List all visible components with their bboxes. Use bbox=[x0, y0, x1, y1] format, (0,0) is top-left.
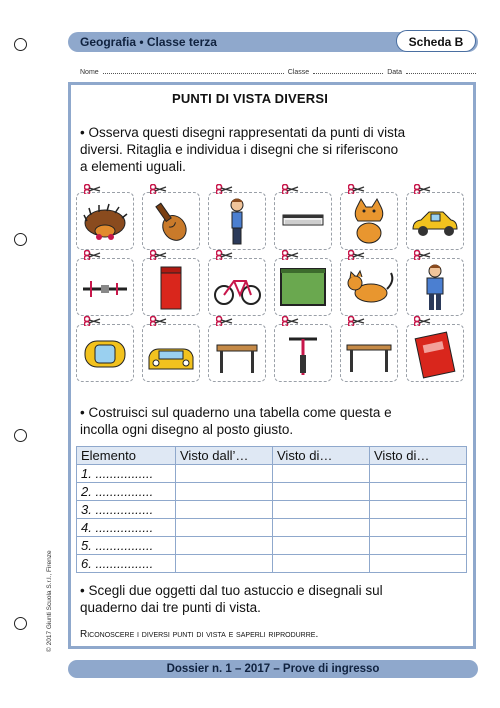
scissors-icon bbox=[150, 250, 167, 260]
table-cell[interactable] bbox=[370, 483, 467, 501]
instruction-line: • Osserva questi disegni rappresentati da punti di vista bbox=[80, 125, 406, 140]
table-cell[interactable] bbox=[176, 501, 273, 519]
copyright-notice: © 2017 Giunti Scuola S.r.l., Firenze bbox=[46, 550, 53, 652]
violin-icon bbox=[143, 193, 199, 249]
instruction-line: • Costruisci sul quaderno una tabella come questa e bbox=[80, 405, 392, 420]
board-front-icon bbox=[275, 259, 331, 315]
instruction-first bbox=[80, 124, 405, 175]
book-top-icon bbox=[407, 325, 463, 381]
car-top-icon bbox=[77, 325, 133, 381]
punch-hole-middle-2 bbox=[14, 429, 27, 442]
name-label: Nome bbox=[80, 69, 99, 76]
instruction-line: • Scegli due oggetti dal tuo astuccio e disegnali sul bbox=[80, 583, 383, 598]
table-cell[interactable] bbox=[273, 483, 370, 501]
table-cell[interactable] bbox=[273, 519, 370, 537]
card-table-side[interactable] bbox=[340, 324, 398, 382]
scissors-icon bbox=[216, 250, 233, 260]
instruction-line: quaderno dai tre punti di vista. bbox=[80, 600, 261, 615]
student-fields bbox=[80, 67, 476, 76]
cutout-grid bbox=[76, 186, 470, 392]
row-label[interactable]: 6. ................ bbox=[77, 555, 176, 573]
table-row bbox=[77, 555, 467, 573]
card-book-top[interactable] bbox=[406, 324, 464, 382]
dossier-footer: Dossier n. 1 – 2017 – Prove di ingresso bbox=[68, 660, 478, 678]
table-row bbox=[77, 501, 467, 519]
table-cell[interactable] bbox=[370, 555, 467, 573]
row-label[interactable]: 2. ................ bbox=[77, 483, 176, 501]
punch-hole-middle-1 bbox=[14, 233, 27, 246]
scissors-icon bbox=[216, 184, 233, 194]
table-cell[interactable] bbox=[176, 519, 273, 537]
table-cell[interactable] bbox=[176, 555, 273, 573]
table-header-row bbox=[77, 447, 467, 465]
card-car-top[interactable] bbox=[76, 324, 134, 382]
car-front-icon bbox=[143, 325, 199, 381]
name-line[interactable] bbox=[103, 67, 284, 74]
instruction-line: a elementi uguali. bbox=[80, 159, 186, 174]
table-cell[interactable] bbox=[176, 483, 273, 501]
card-box-side[interactable] bbox=[142, 258, 200, 316]
date-line[interactable] bbox=[406, 67, 476, 74]
row-label[interactable]: 4. ................ bbox=[77, 519, 176, 537]
scissors-icon bbox=[84, 250, 101, 260]
scissors-icon bbox=[282, 316, 299, 326]
card-hedgehog-top[interactable] bbox=[76, 192, 134, 250]
row-label[interactable]: 5. ................ bbox=[77, 537, 176, 555]
card-bicycle-top[interactable] bbox=[76, 258, 134, 316]
book-side-icon bbox=[275, 193, 331, 249]
instruction-third bbox=[80, 582, 383, 616]
box-side-icon bbox=[143, 259, 199, 315]
class-label: Classe bbox=[287, 69, 310, 76]
card-bicycle-front[interactable] bbox=[274, 324, 332, 382]
punch-hole-top bbox=[14, 38, 27, 51]
scissors-icon bbox=[282, 250, 299, 260]
worksheet-title: PUNTI DI VISTA DIVERSI bbox=[171, 91, 329, 106]
instruction-line: incolla ogni disegno al posto giusto. bbox=[80, 422, 294, 437]
card-bicycle-side[interactable] bbox=[208, 258, 266, 316]
card-cat-front[interactable] bbox=[340, 192, 398, 250]
subject-label: Geografia • Classe terza bbox=[80, 35, 217, 49]
date-label: Data bbox=[387, 69, 402, 76]
scissors-icon bbox=[348, 184, 365, 194]
card-car-side[interactable] bbox=[406, 192, 464, 250]
card-board-front[interactable] bbox=[274, 258, 332, 316]
instruction-second bbox=[80, 404, 392, 438]
bicycle-front-icon bbox=[275, 325, 331, 381]
table-side-icon bbox=[341, 325, 397, 381]
bicycle-top-icon bbox=[77, 259, 133, 315]
scissors-icon bbox=[414, 316, 431, 326]
table-cell[interactable] bbox=[273, 537, 370, 555]
card-boy-side[interactable] bbox=[208, 192, 266, 250]
scissors-icon bbox=[348, 250, 365, 260]
card-car-front[interactable] bbox=[142, 324, 200, 382]
bicycle-side-icon bbox=[209, 259, 265, 315]
cat-front-icon bbox=[341, 193, 397, 249]
scissors-icon bbox=[414, 250, 431, 260]
scissors-icon bbox=[150, 316, 167, 326]
table-cell[interactable] bbox=[370, 537, 467, 555]
scissors-icon bbox=[282, 184, 299, 194]
header-element: Elemento bbox=[77, 447, 176, 465]
row-label[interactable]: 1. ................ bbox=[77, 465, 176, 483]
scissors-icon bbox=[150, 184, 167, 194]
punch-hole-bottom bbox=[14, 617, 27, 630]
table-front-icon bbox=[209, 325, 265, 381]
scissors-icon bbox=[348, 316, 365, 326]
scissors-icon bbox=[84, 316, 101, 326]
card-cat-side[interactable] bbox=[340, 258, 398, 316]
table-cell[interactable] bbox=[176, 465, 273, 483]
table-cell[interactable] bbox=[273, 465, 370, 483]
table-cell[interactable] bbox=[370, 465, 467, 483]
boy-front-icon bbox=[407, 259, 463, 315]
table-row bbox=[77, 483, 467, 501]
learning-goal: Riconoscere i diversi punti di vista e saperli riprodurre. bbox=[80, 629, 319, 640]
header-seen-of-2: Visto di… bbox=[370, 447, 467, 465]
table-cell[interactable] bbox=[273, 555, 370, 573]
table-row bbox=[77, 465, 467, 483]
boy-side-icon bbox=[209, 193, 265, 249]
row-label[interactable]: 3. ................ bbox=[77, 501, 176, 519]
classification-table bbox=[76, 446, 467, 573]
card-table-front[interactable] bbox=[208, 324, 266, 382]
class-line[interactable] bbox=[313, 67, 383, 74]
cat-side-icon bbox=[341, 259, 397, 315]
scissors-icon bbox=[216, 316, 233, 326]
car-side-icon bbox=[407, 193, 463, 249]
table-row bbox=[77, 537, 467, 555]
header-seen-from: Visto dall’… bbox=[176, 447, 273, 465]
card-boy-front[interactable] bbox=[406, 258, 464, 316]
scissors-icon bbox=[84, 184, 101, 194]
table-cell[interactable] bbox=[176, 537, 273, 555]
header-seen-of-1: Visto di… bbox=[273, 447, 370, 465]
sheet-label: Scheda B bbox=[396, 30, 476, 52]
scissors-icon bbox=[414, 184, 431, 194]
instruction-line: diversi. Ritaglia e individua i disegni che si riferiscono bbox=[80, 142, 399, 157]
table-row bbox=[77, 519, 467, 537]
table-cell[interactable] bbox=[370, 501, 467, 519]
table-cell[interactable] bbox=[370, 519, 467, 537]
card-violin-side[interactable] bbox=[142, 192, 200, 250]
table-cell[interactable] bbox=[273, 501, 370, 519]
card-book-side[interactable] bbox=[274, 192, 332, 250]
hedgehog-icon bbox=[77, 193, 133, 249]
